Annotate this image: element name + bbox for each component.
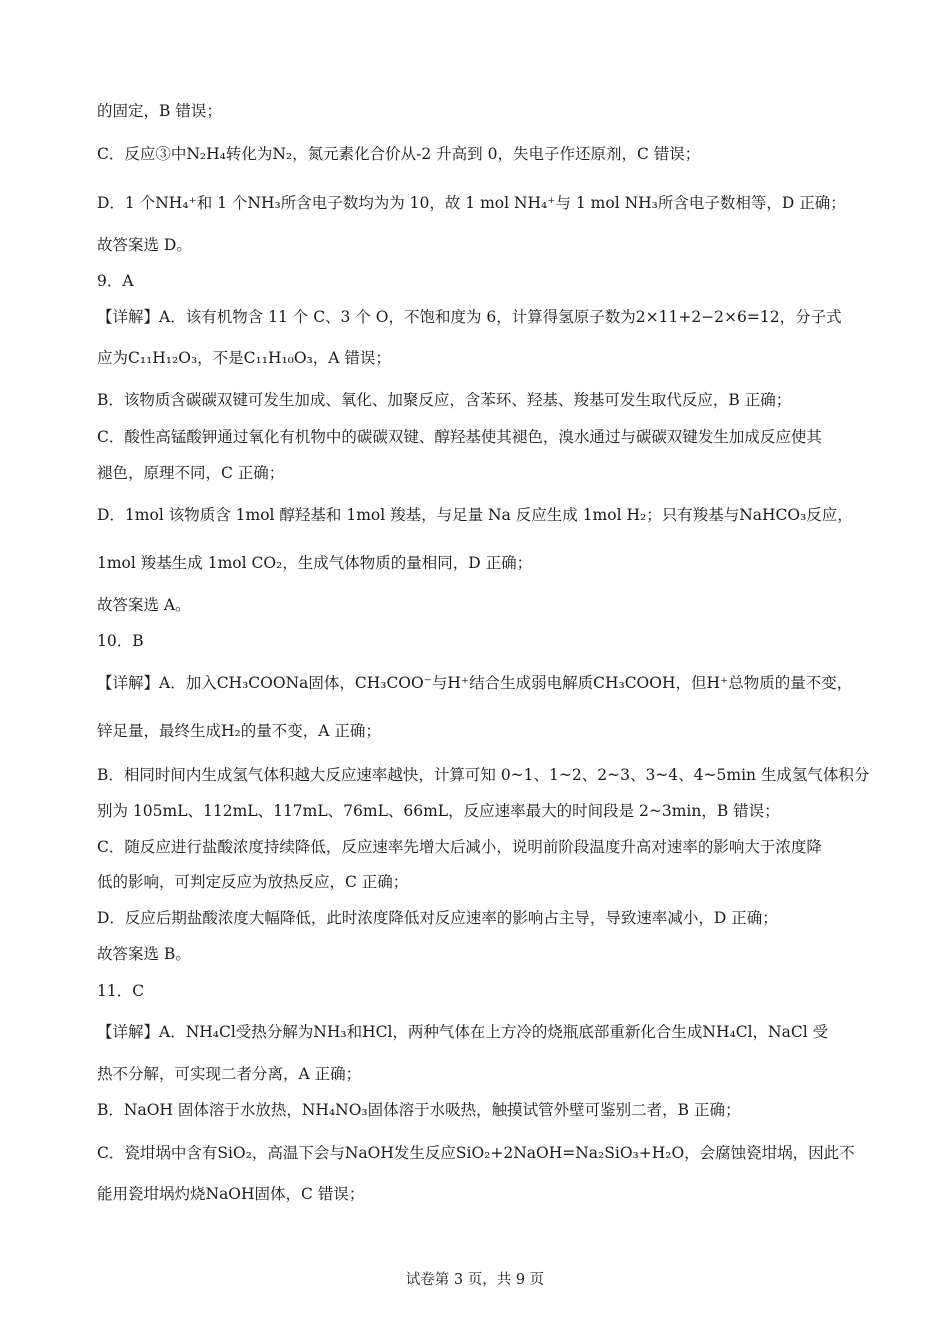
text-line: 1mol 羧基生成 1mol CO₂，生成气体物质的量相同，D 正确； (97, 554, 533, 572)
text-line: 【详解】A．NH₄Cl受热分解为NH₃和HCl，两种气体在上方冷的烧瓶底部重新化合生成NH₄Cl，NaCl 受 (97, 1023, 829, 1041)
text-line: 故答案选 B。 (97, 945, 191, 963)
text-line: 故答案选 A。 (97, 596, 191, 614)
text-line: C．瓷坩埚中含有SiO₂，高温下会与NaOH发生反应SiO₂+2NaOH=Na₂SiO₃+H₂O，会腐蚀瓷坩埚，因此不 (97, 1144, 855, 1162)
text-line: D．1 个NH₄⁺和 1 个NH₃所含电子数均为为 10，故 1 mol NH₄⁺与 1 mol NH₃所含电子数相等，D 正确； (97, 194, 846, 212)
text-line: D．反应后期盐酸浓度大幅降低，此时浓度降低对反应速率的影响占主导，导致速率减小，D 正确； (97, 909, 778, 927)
text-line: 锌足量，最终生成H₂的量不变，A 正确； (97, 722, 381, 740)
text-line: 故答案选 D。 (97, 236, 192, 254)
text-line: 应为C₁₁H₁₂O₃，不是C₁₁H₁₀O₃，A 错误； (97, 349, 391, 367)
text-line: 11．C (97, 982, 145, 1000)
text-line: 的固定，B 错误； (97, 102, 222, 120)
text-line: 9．A (97, 272, 134, 290)
text-line: 别为 105mL、112mL、117mL、76mL、66mL，反应速率最大的时间段是 2~3min，B 错误； (97, 802, 780, 820)
text-line: 低的影响，可判定反应为放热反应，C 正确； (97, 873, 409, 891)
text-line: 热不分解，可实现二者分离，A 正确； (97, 1065, 362, 1083)
text-line: B．相同时间内生成氢气体积越大反应速率越快，计算可知 0~1、1~2、2~3、3~4、4~5min 生成氢气体积分 (97, 766, 870, 784)
text-line: B．NaOH 固体溶于水放热，NH₄NO₃固体溶于水吸热，触摸试管外壁可鉴别二者，B 正确； (97, 1101, 741, 1119)
text-line: 【详解】A．加入CH₃COONa固体，CH₃COO⁻与H⁺结合生成弱电解质CH₃COOH，但H⁺总物质的量不变， (97, 674, 853, 692)
text-line: 10．B (97, 632, 144, 650)
text-line: 【详解】A．该有机物含 11 个 C、3 个 O，不饱和度为 6，计算得氢原子数为2×11+2−2×6=12，分子式 (97, 308, 842, 326)
text-line: 褪色，原理不同，C 正确； (97, 464, 285, 482)
text-line: C．酸性高锰酸钾通过氧化有机物中的碳碳双键、醇羟基使其褪色，溴水通过与碳碳双键发生加成反应使其 (97, 428, 822, 446)
page-footer: 试卷第 3 页，共 9 页 (405, 1272, 545, 1288)
text-line: D．1mol 该物质含 1mol 醇羟基和 1mol 羧基，与足量 Na 反应生成 1mol H₂；只有羧基与NaHCO₃反应， (97, 506, 853, 524)
text-line: C．随反应进行盐酸浓度持续降低，反应速率先增大后减小，说明前阶段温度升高对速率的影响大于浓度降 (97, 838, 822, 856)
text-line: B．该物质含碳碳双键可发生加成、氧化、加聚反应，含苯环、羟基、羧基可发生取代反应，B 正确； (97, 391, 792, 409)
text-line: C．反应③中N₂H₄转化为N₂，氮元素化合价从-2 升高到 0，失电子作还原剂，C 错误； (97, 145, 701, 163)
text-line: 能用瓷坩埚灼烧NaOH固体，C 错误； (97, 1185, 365, 1203)
